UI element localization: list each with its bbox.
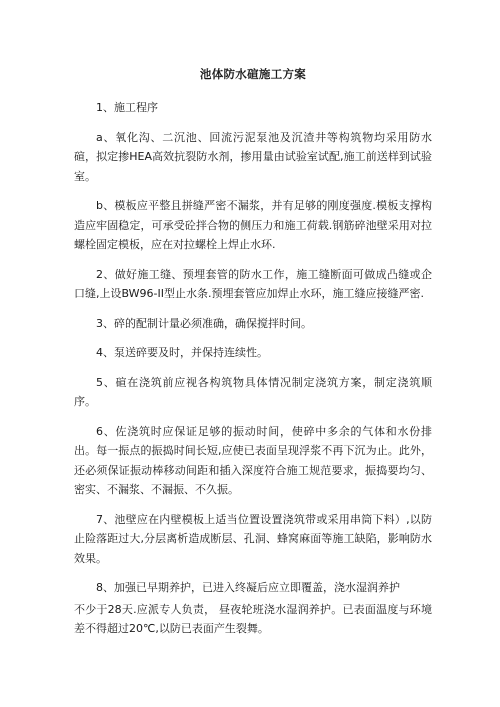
paragraph-8: 8、加强已早期养护，已进入终凝后应立即覆盖，浇水湿润养护 — [96, 581, 400, 594]
paragraph-a: a、氧化沟、二沉池、回流污泥泵池及沉渣井等构筑物均采用防水碹，拟定掺HEA高效抗裂防水剂，掺用量由试验室试配,施工前送样到试验室。 — [74, 130, 432, 183]
document-title: 池体防水碹施工方案 — [199, 67, 307, 81]
paragraph-2: 2、做好施工缝、预埋套管的防水工作，施工缝断面可做成凸缝或企口缝,上设BW96-II型止水条.预埋套管应加焊止水环，施工缝应接缝严密. — [74, 267, 432, 300]
paragraph-5: 5、碹在浇筑前应视各构筑物具体情况制定浇筑方案，制定浇筑顺序。 — [74, 375, 432, 408]
paragraph-procedure-heading: 1、施工程序 — [96, 101, 158, 114]
paragraph-4: 4、泵送碎要及时，并保持连续性。 — [96, 346, 268, 359]
paragraph-b: b、模板应平整且拼缝严密不漏浆，并有足够的刚度强度.模板支撑构造应牢固稳定，可承受砼拌合物的侧压力和施工荷载.钢筋碎池壁采用对拉螺栓固定模板，应在对拉螺栓上焊止水环. — [74, 199, 432, 251]
paragraph-3: 3、碎的配制计量必须准确，确保搅拌时间。 — [96, 316, 312, 330]
paragraph-6: 6、佐浇筑时应保证足够的振动时间，使碎中多余的气体和水份排出。每一振点的振捣时间长短,应使已表面呈现浮浆不再下沉为止。此外，还必须保证振动棒移动间距和插入深度符合施工规范要求，振捣要均匀、密实、不漏浆、不漏振、不久振。 — [74, 424, 432, 496]
paragraph-7: 7、池壁应在内壁模板上适当位置设置浇筑带或采用串筒下料）,以防止险落距过大,分层离析造成断层、孔洞、蜂窝麻面等施工缺陷，影响防水效果。 — [74, 512, 432, 565]
paragraph-8-continued: 不少于28天.应派专人负责， 昼夜轮班浇水湿润养护。已表面温度与环境差不得超过20℃,以防已表面产生裂舞。 — [74, 602, 432, 635]
